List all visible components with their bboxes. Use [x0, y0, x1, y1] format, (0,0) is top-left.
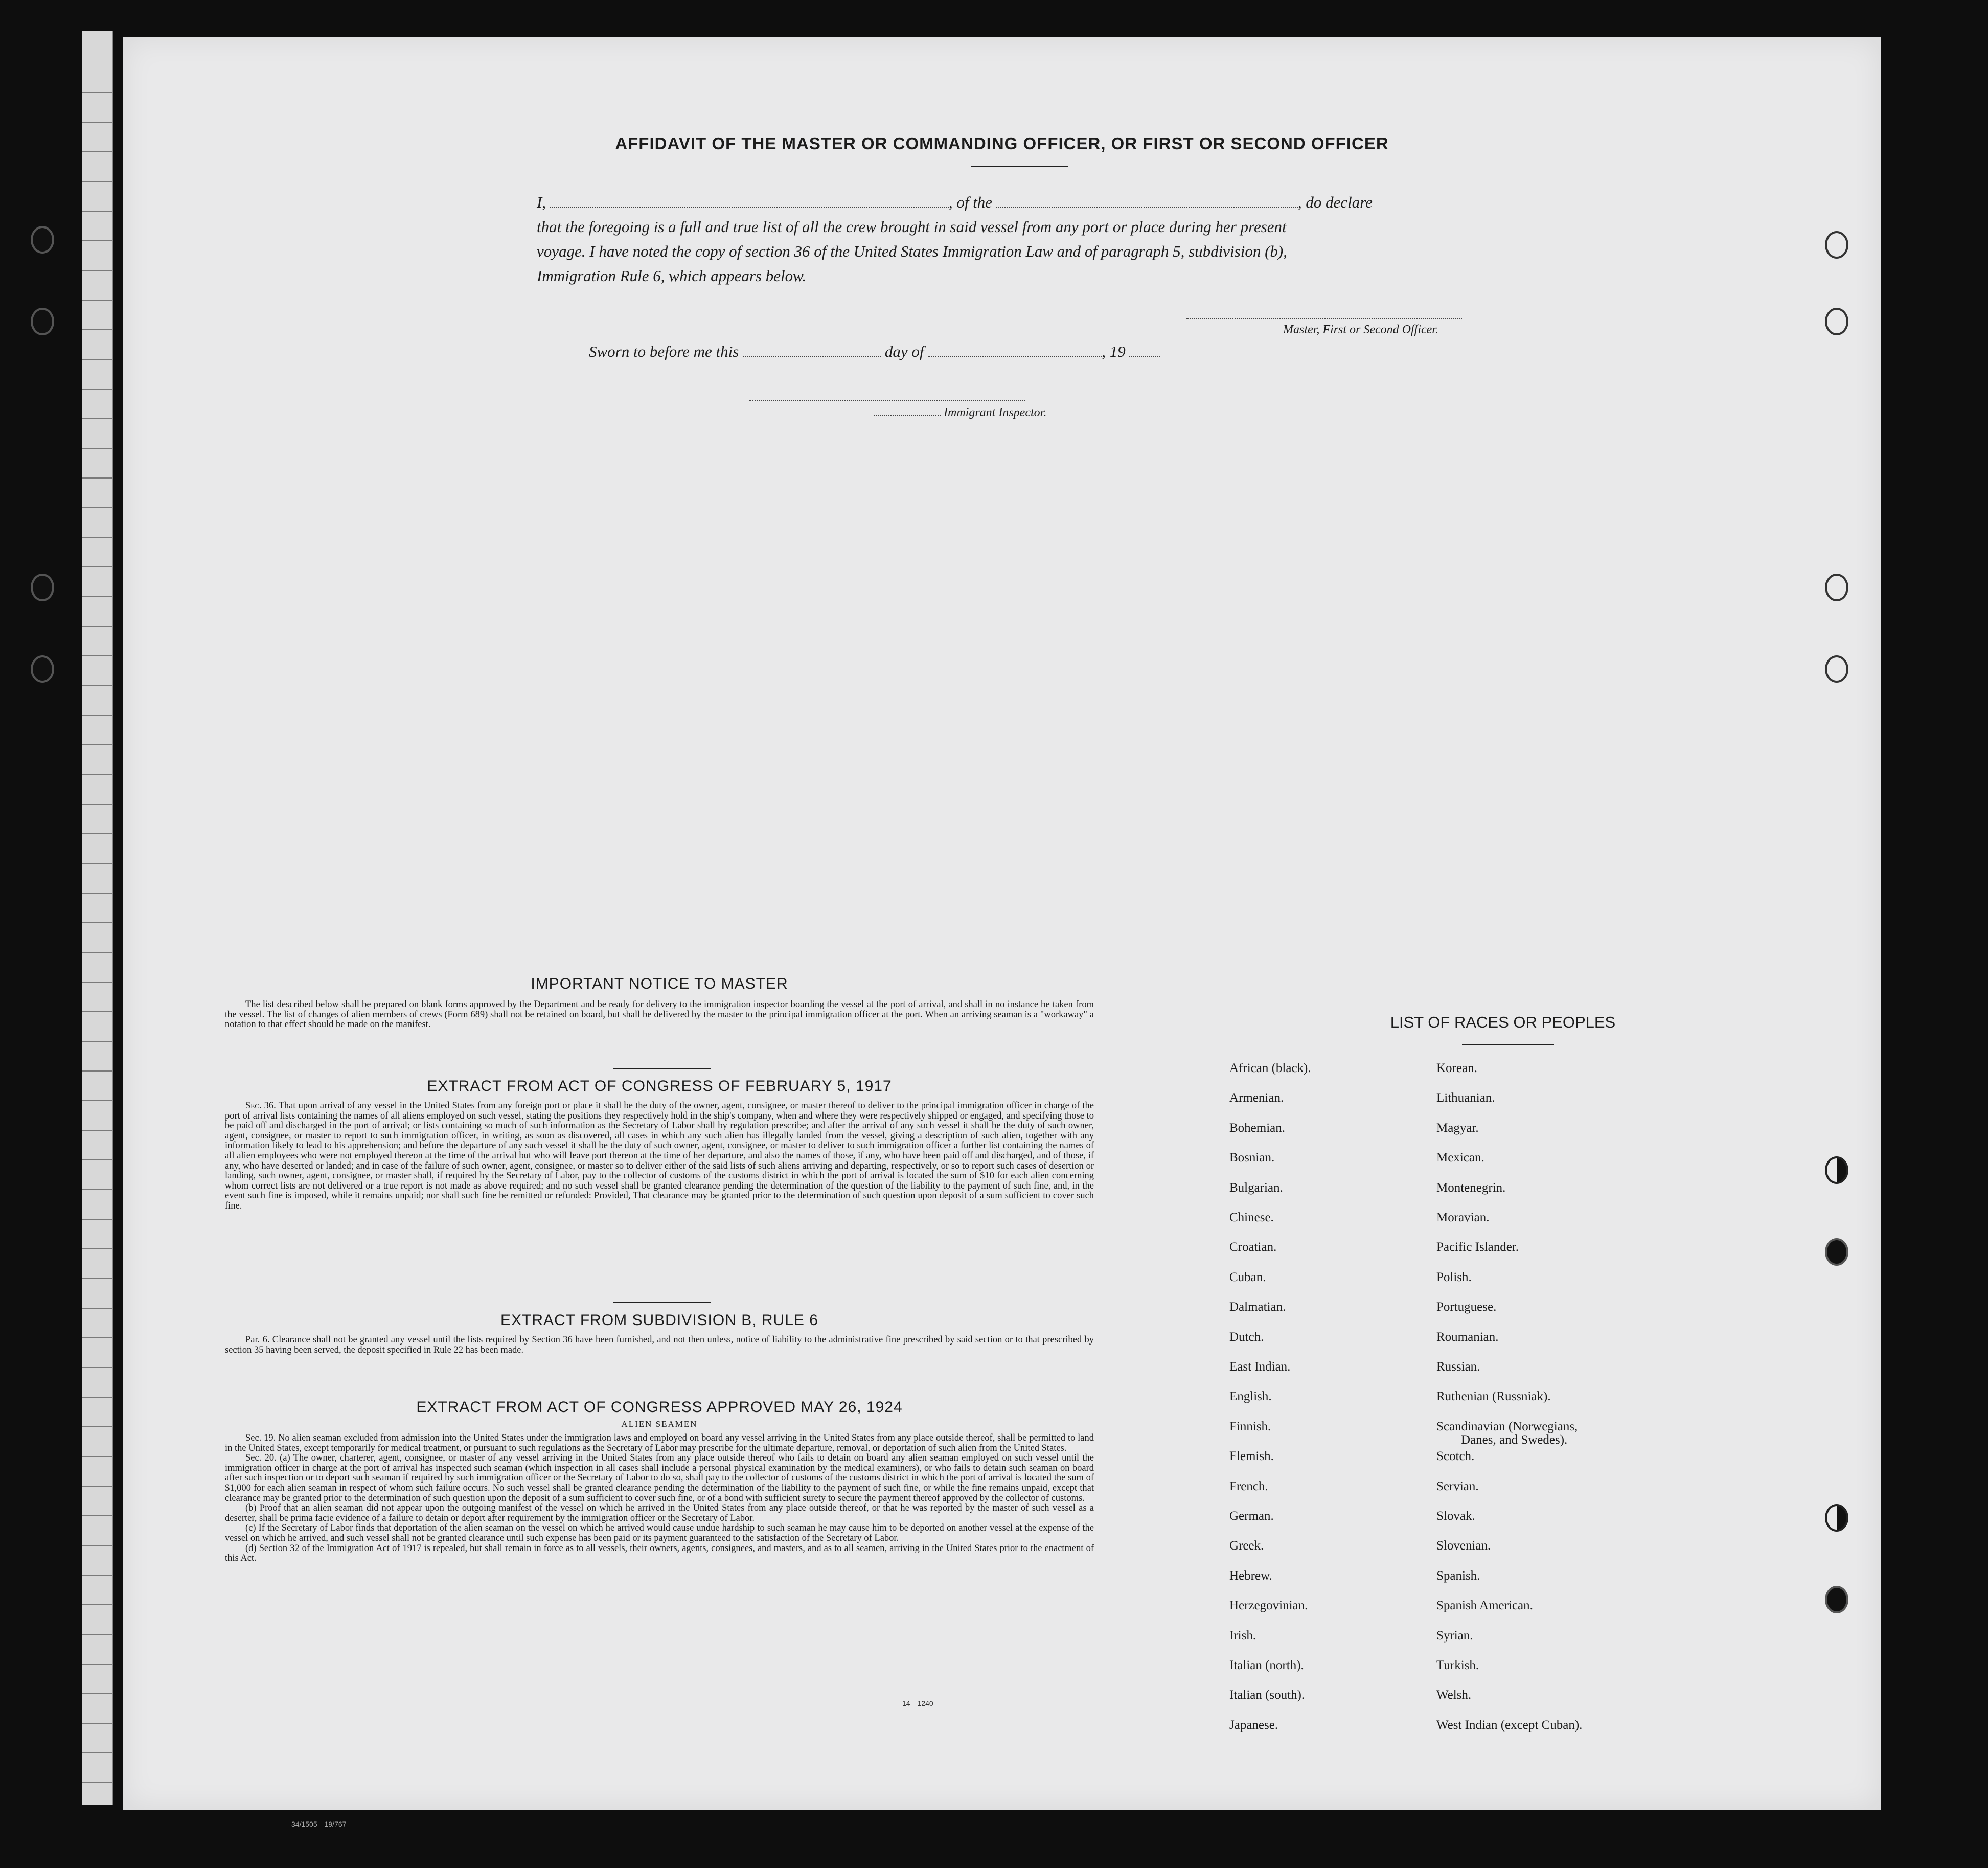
strip-tick	[82, 804, 112, 805]
race-item: Herzegovinian.	[1229, 1599, 1308, 1613]
section-rule	[613, 1302, 711, 1303]
master-caption: Master, First or Second Officer.	[1283, 323, 1438, 336]
strip-tick	[82, 477, 112, 479]
affidavit-title: AFFIDAVIT OF THE MASTER OR COMMANDING OFFICER, OR FIRST OR SECOND OFFICER	[615, 134, 1389, 153]
punch-hole	[31, 226, 54, 254]
race-item: Hebrew.	[1229, 1568, 1272, 1583]
strip-tick	[82, 1159, 112, 1160]
strip-tick	[82, 507, 112, 508]
strip-tick	[82, 952, 112, 953]
strip-tick	[82, 1604, 112, 1605]
race-item: Armenian.	[1229, 1091, 1284, 1105]
extract-1924-title: EXTRACT FROM ACT OF CONGRESS APPROVED MAY 26, 1924	[416, 1399, 903, 1416]
master-signature-line[interactable]	[1186, 317, 1462, 319]
sworn-line	[589, 343, 1160, 361]
vessel-blank[interactable]	[996, 193, 1298, 208]
strip-tick	[82, 715, 112, 716]
strip-tick	[82, 1308, 112, 1309]
race-item: Bulgarian.	[1229, 1180, 1283, 1195]
race-item: Slovenian.	[1436, 1539, 1491, 1553]
sec19-text: Sec. 19. No alien seaman excluded from admission into the United States under the immigration laws and employed on board any vessel arriving in the United States from any place outside thereof, shall be permitted to land in the United States, except temporarily for medical treatment, or pursuant to such regulations as the Secretary of Labor may prescribe for the ultimate departure, removal, or deportation of such alien from the United States.	[225, 1433, 1094, 1453]
strip-tick	[82, 448, 112, 449]
title-rule	[971, 166, 1068, 167]
race-item: Scandinavian (Norwegians,	[1436, 1419, 1578, 1433]
race-item: Pacific Islander.	[1436, 1240, 1519, 1255]
extract-rule6-body: Par. 6. Clearance shall not be granted any vessel until the lists required by Section 36 have been furnished, and not then unless, notice of liability to the administrative fine prescribed by said section or to that prescribed by section 35 having been served, the deposit specified in Rule 22 has been made.	[225, 1335, 1094, 1355]
race-item: Polish.	[1436, 1270, 1472, 1284]
sworn-day-blank[interactable]	[743, 343, 881, 357]
sec20a-text: Sec. 20. (a) The owner, charterer, agent, consignee, or master of any vessel arriving in the United States from any place outside thereof who fails to detain on board any alien seaman employed on such vessel until the immigration officer in charge at the port of arrival has inspected such seaman (which inspection in all cases shall include a personal physical examination by the medical examiners), or who fails to detain such seaman on board after such inspection or to deport such seaman if required by such immigration officer or the Secretary of Labor to do so, shall pay to the collector of customs of the customs district in which the port of arrival is located the sum of $1,000 for each alien seaman in respect of whom such failure occurs. No such vessel shall be granted clearance pending the determination of the liability to the payment of such fine, or while the fine remains unpaid, except that clearance may be granted prior to the determination of such question upon the deposit of a sum sufficient to cover such fine, or of a bond with sufficient surety to secure the payment thereof approved by the collector of customs.	[225, 1453, 1094, 1503]
inspector-caption	[874, 406, 1046, 420]
extract-1917-body	[225, 1101, 1094, 1212]
race-item: Portuguese.	[1436, 1300, 1497, 1314]
sec20b-text: (b) Proof that an alien seaman did not appear upon the outgoing manifest of the vessel on which he arrived in the United States from any place outside thereof, or that he was reported by the master of such vessel as a deserter, shall be prima facie evidence of a failure to detain or deport after requirement by the immigration officer or the Secretary of Labor.	[225, 1503, 1094, 1523]
punch-hole	[31, 308, 54, 335]
sec20c-text: (c) If the Secretary of Labor finds that deportation of the alien seaman on the vessel on which he arrived would cause undue hardship to such seaman he may cause him to be deported on another vessel at the expense of the vessel on which he arrived, and such vessel shall not be granted clearance until such expense has been paid or its payment guaranteed to the satisfaction of the Secretary of Labor.	[225, 1523, 1094, 1543]
strip-tick	[82, 270, 112, 271]
strip-tick	[82, 982, 112, 983]
form-number: 14—1240	[902, 1699, 933, 1707]
declaration-line-3: voyage. I have noted the copy of section 36 of the United States Immigration Law and of paragraph 5, subdivision (b),	[537, 242, 1287, 260]
strip-tick	[82, 329, 112, 330]
sworn-day-of: day of	[884, 343, 924, 360]
sworn-year-blank[interactable]	[1129, 343, 1160, 357]
race-item: German.	[1229, 1509, 1274, 1523]
section-rule	[613, 1068, 711, 1069]
strip-tick	[82, 1664, 112, 1665]
strip-tick	[82, 833, 112, 834]
extract-1924-section	[225, 1399, 1094, 1564]
race-item: Dalmatian.	[1229, 1300, 1286, 1314]
binder-strip	[82, 31, 113, 1805]
alien-seamen-subtitle: ALIEN SEAMEN	[621, 1419, 698, 1429]
race-item: Chinese.	[1229, 1211, 1274, 1224]
punch-hole	[1825, 231, 1848, 259]
race-item: Roumanian.	[1436, 1330, 1499, 1344]
race-item: Mexican.	[1436, 1151, 1484, 1165]
inspector-caption-text: Immigrant Inspector.	[944, 406, 1047, 419]
races-title-rule	[1462, 1044, 1554, 1045]
race-item: East Indian.	[1229, 1360, 1291, 1374]
strip-tick	[82, 922, 112, 923]
race-item: Spanish American.	[1436, 1599, 1533, 1613]
strip-tick	[82, 774, 112, 775]
affidavit-declaration	[537, 190, 1508, 288]
strip-tick	[82, 1248, 112, 1249]
strip-tick	[82, 1189, 112, 1190]
strip-tick	[82, 211, 112, 212]
strip-tick	[82, 1070, 112, 1072]
race-item: Ruthenian (Russniak).	[1436, 1389, 1551, 1404]
declaration-i: I,	[537, 193, 546, 211]
strip-tick	[82, 685, 112, 686]
sworn-prefix: Sworn to before me this	[589, 343, 739, 360]
race-item: Flemish.	[1229, 1449, 1274, 1464]
strip-tick	[82, 1693, 112, 1694]
strip-tick	[82, 1782, 112, 1783]
strip-tick	[82, 1278, 112, 1279]
strip-tick	[82, 566, 112, 567]
strip-tick	[82, 863, 112, 864]
strip-tick	[82, 1219, 112, 1220]
sworn-month-blank[interactable]	[928, 343, 1102, 357]
strip-tick	[82, 1130, 112, 1131]
race-item: West Indian (except Cuban).	[1436, 1718, 1583, 1732]
race-item: French.	[1229, 1479, 1268, 1493]
declaration-of-the: , of the	[948, 193, 993, 211]
race-item: Turkish.	[1436, 1658, 1479, 1672]
strip-tick	[82, 240, 112, 241]
strip-tick	[82, 418, 112, 419]
race-item: Spanish.	[1436, 1568, 1480, 1583]
punch-hole	[1825, 1504, 1848, 1532]
race-item: African (black).	[1229, 1061, 1311, 1075]
strip-tick	[82, 655, 112, 656]
notice-body: The list described below shall be prepared on blank forms approved by the Department and be ready for delivery to the immigration inspector boarding the vessel at the port of arrival, and shall in no instance be taken from the vessel. The list of changes of alien members of crews (Form 689) shall not be retained on board, but shall be delivered by the master to the principal immigration officer at the port. When an arriving seaman is a "workaway" a notation to that effect should be made on the manifest.	[225, 999, 1094, 1030]
strip-tick	[82, 1426, 112, 1427]
punch-hole	[1825, 655, 1848, 683]
race-item: Montenegrin.	[1436, 1180, 1506, 1195]
race-item: Bosnian.	[1229, 1151, 1275, 1165]
race-item: Cuban.	[1229, 1270, 1266, 1284]
strip-tick	[82, 1041, 112, 1042]
strip-tick	[82, 596, 112, 597]
strip-tick	[82, 1367, 112, 1368]
extract-1917-title: EXTRACT FROM ACT OF CONGRESS OF FEBRUARY 5, 1917	[427, 1078, 892, 1095]
race-item: Bohemian.	[1229, 1121, 1286, 1135]
declaration-declare: , do declare	[1297, 193, 1373, 211]
race-item: Dutch.	[1229, 1330, 1264, 1344]
document-page	[123, 37, 1881, 1810]
race-item: Moravian.	[1436, 1211, 1490, 1224]
strip-tick	[82, 1752, 112, 1753]
strip-tick	[82, 151, 112, 152]
punch-hole	[31, 655, 54, 683]
punch-hole	[31, 574, 54, 601]
race-item: Syrian.	[1436, 1628, 1473, 1643]
punch-hole	[1825, 1586, 1848, 1613]
race-item-continuation: Danes, and Swedes).	[1461, 1432, 1568, 1447]
race-item: Irish.	[1229, 1628, 1256, 1643]
strip-tick	[82, 389, 112, 390]
strip-tick	[82, 1575, 112, 1576]
declaration-line-2: that the foregoing is a full and true list of all the crew brought in said vessel from any port or place during her present	[537, 218, 1287, 236]
inspector-signature-line[interactable]	[749, 399, 1025, 401]
extract-1917-section	[225, 1078, 1094, 1212]
punch-hole	[1825, 308, 1848, 335]
strip-tick	[82, 1723, 112, 1724]
race-item: Servian.	[1436, 1479, 1479, 1493]
strip-tick	[82, 1515, 112, 1516]
strip-tick	[82, 537, 112, 538]
notice-section	[225, 975, 1094, 1030]
race-item: Greek.	[1229, 1539, 1264, 1553]
print-number: 34/1505—19/767	[291, 1820, 347, 1828]
extract-rule6-title: EXTRACT FROM SUBDIVISION B, RULE 6	[500, 1312, 818, 1329]
race-item: Magyar.	[1436, 1121, 1479, 1135]
strip-tick	[82, 626, 112, 627]
race-item: Scotch.	[1436, 1449, 1475, 1464]
race-item: Slovak.	[1436, 1509, 1475, 1523]
strip-tick	[82, 1337, 112, 1338]
strip-tick	[82, 1011, 112, 1012]
name-blank[interactable]	[550, 193, 949, 208]
punch-hole	[1825, 1156, 1848, 1184]
notice-title: IMPORTANT NOTICE TO MASTER	[531, 975, 788, 992]
strip-tick	[82, 744, 112, 745]
race-item: Italian (north).	[1229, 1658, 1304, 1672]
race-item: Italian (south).	[1229, 1688, 1305, 1702]
strip-tick	[82, 1634, 112, 1635]
race-item: Lithuanian.	[1436, 1091, 1495, 1105]
strip-tick	[82, 359, 112, 360]
punch-hole	[1825, 574, 1848, 601]
race-item: Korean.	[1436, 1061, 1477, 1075]
sec36-label: Sec. 36.	[245, 1101, 276, 1111]
strip-tick	[82, 1100, 112, 1101]
sworn-year: , 19	[1102, 343, 1126, 360]
race-item: English.	[1229, 1389, 1272, 1404]
race-item: Russian.	[1436, 1360, 1480, 1374]
sec20d-text: (d) Section 32 of the Immigration Act of 1917 is repealed, but shall remain in force as to all vessels, their owners, agents, consignees, and masters, and as to all seamen, arriving in the United States prior to the enactment of this Act.	[225, 1543, 1094, 1564]
declaration-line-1	[537, 190, 1508, 215]
race-item: Finnish.	[1229, 1419, 1271, 1433]
strip-tick	[82, 1456, 112, 1457]
strip-tick	[82, 300, 112, 301]
strip-tick	[82, 122, 112, 123]
punch-hole	[1825, 1238, 1848, 1266]
sec36-text: That upon arrival of any vessel in the United States from any foreign port or place it shall be the duty of the owner, agent, consignee, or master thereof to deliver to the principal immigration officer in charge of the port of arrival lists containing the names of all aliens employed on such vessel, stating the positions they respectively hold in the ship's company, when and where they were respectively shipped or engaged, and specifying those to be paid off and discharged in the port of arrival; or lists containing so much of such information as the Secretary of Labor shall by regulation prescribe; and after the arrival of any such vessel it shall be the duty of such owner, agent, consignee, or master to report to such immigration officer, in writing, as soon as discovered, all cases in which any such alien has illegally landed from the vessel, giving a description of such alien, together with any information likely to lead to his apprehension; and before the departure of any such vessel it shall be the duty of such owner, agent, consignee, or master to deliver to such immigration officer a further list containing the names of all alien employees who were not employed thereon at the time of the arrival but who will leave port thereon at the time of her departure, and also the names of those, if any, who have been paid off and discharged, and of those, if any, who have deserted or landed; and in case of the failure of such owner, agent, consignee, or master so to deliver either of the said lists of such aliens arriving and departing, respectively, or so to report such cases of desertion or landing, such owner, agent, consignee, or master shall, if required by the Secretary of Labor, pay to the collector of customs of the customs district in which the port of arrival is located the sum of $10 for each alien concerning whom correct lists are not delivered or a true report is not made as above required; and no such vessel shall be granted clearance pending the determination of the question of the liability to the payment of such fine, and, in the event such fine is imposed, while it remains unpaid; nor shall such fine be remitted or refunded: Provided, That clearance may be granted prior to the determination of such question upon deposit of a sum sufficient to cover such fine.	[225, 1101, 1094, 1211]
strip-tick	[82, 181, 112, 182]
strip-tick	[82, 1486, 112, 1487]
strip-tick	[82, 1397, 112, 1398]
strip-tick	[82, 893, 112, 894]
race-item: Croatian.	[1229, 1240, 1277, 1255]
race-item: Japanese.	[1229, 1718, 1278, 1732]
race-item: Welsh.	[1436, 1688, 1472, 1702]
races-title: LIST OF RACES OR PEOPLES	[1390, 1013, 1616, 1031]
strip-tick	[82, 92, 112, 93]
declaration-line-4: Immigration Rule 6, which appears below.	[537, 267, 807, 285]
extract-rule6-section	[225, 1312, 1094, 1355]
strip-tick	[82, 1545, 112, 1546]
inspector-name-blank[interactable]	[874, 408, 941, 416]
